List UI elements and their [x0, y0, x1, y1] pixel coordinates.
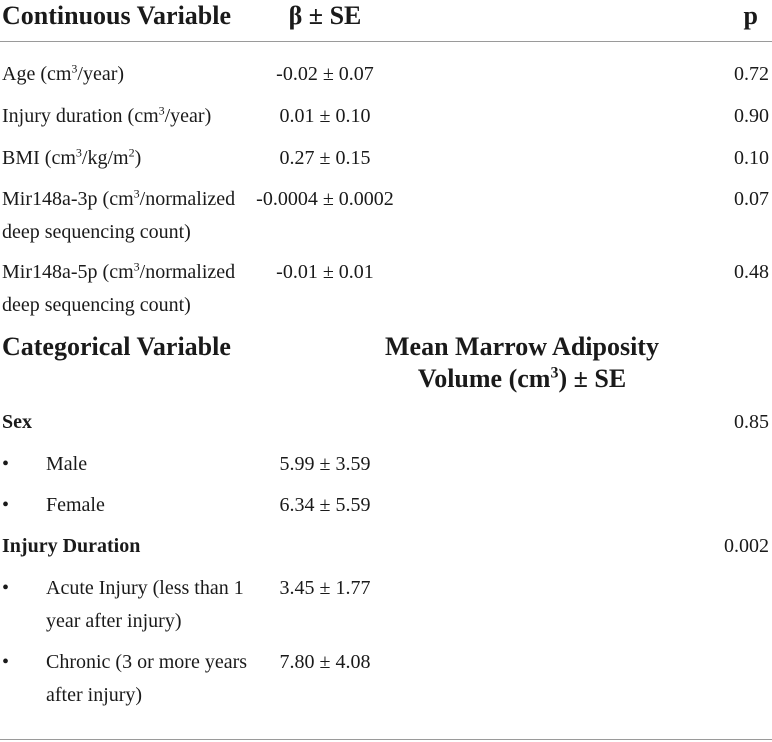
table-bottom-rule: [0, 739, 772, 740]
header-p: p: [743, 1, 758, 30]
row-label-female: Female: [46, 494, 105, 516]
row-p-age: 0.72: [734, 63, 769, 85]
bullet-male: •: [2, 453, 10, 475]
row-value-age: -0.02 ± 0.07: [276, 63, 374, 85]
row-label-age: Age $(cm^3/year)$: [2, 61, 125, 85]
row-label-male: Male: [46, 453, 88, 475]
row-p-injury-duration: 0.90: [734, 105, 769, 127]
row-label-mir148a-3p-line2: deep sequencing count): [2, 221, 191, 243]
row-p-bmi: 0.10: [734, 147, 769, 169]
header-continuous-variable: Continuous Variable: [2, 1, 232, 30]
row-label-chronic-line2: after injury): [46, 684, 143, 706]
row-label-acute: Acute Injury (less than 1: [46, 577, 244, 599]
group-label-sex: Sex: [2, 411, 32, 433]
row-label-mir148a-3p: Mir148a-3p ($cm^3$/normalized: [2, 186, 236, 210]
row-value-injury-duration: 0.01 ± 0.10: [279, 105, 371, 127]
group-p-sex: 0.85: [734, 411, 769, 433]
group-label-injury-duration: Injury Duration: [2, 535, 141, 557]
row-label-chronic: Chronic (3 or more years: [46, 651, 248, 673]
row-p-mir148a-5p: 0.48: [734, 261, 769, 283]
row-value-female: 6.34 ± 5.59: [279, 494, 371, 516]
bullet-chronic: •: [2, 651, 10, 673]
bullet-acute: •: [2, 577, 10, 599]
row-p-mir148a-3p: 0.07: [734, 188, 769, 210]
header-divider: [0, 41, 772, 42]
group-p-injury-duration: 0.002: [724, 535, 769, 557]
bullet-female: •: [2, 494, 10, 516]
row-label-mir148a-5p: Mir148a-5p ($cm^3$/normalized: [2, 259, 236, 283]
header-beta-se: β ± SE: [288, 1, 362, 30]
row-value-mir148a-5p: -0.01 ± 0.01: [276, 261, 374, 283]
row-label-mir148a-5p-line2: deep sequencing count): [2, 294, 191, 316]
row-label-injury-duration: Injury duration $(cm^3/year)$: [2, 103, 212, 127]
row-label-bmi: BMI $(cm^3/kg/m^2)$: [2, 145, 142, 169]
row-value-acute: 3.45 ± 1.77: [279, 577, 371, 599]
header-mean-marrow-line2: Volume $(cm^3)$ ± SE: [417, 364, 627, 393]
row-value-male: 5.99 ± 3.59: [279, 453, 371, 475]
row-value-chronic: 7.80 ± 4.08: [279, 651, 371, 673]
header-categorical-variable: Categorical Variable: [2, 332, 231, 361]
header-mean-marrow-line1: Mean Marrow Adiposity: [385, 332, 659, 361]
row-value-mir148a-3p: -0.0004 ± 0.0002: [256, 188, 394, 210]
row-value-bmi: 0.27 ± 0.15: [279, 147, 371, 169]
row-label-acute-line2: year after injury): [46, 610, 182, 632]
